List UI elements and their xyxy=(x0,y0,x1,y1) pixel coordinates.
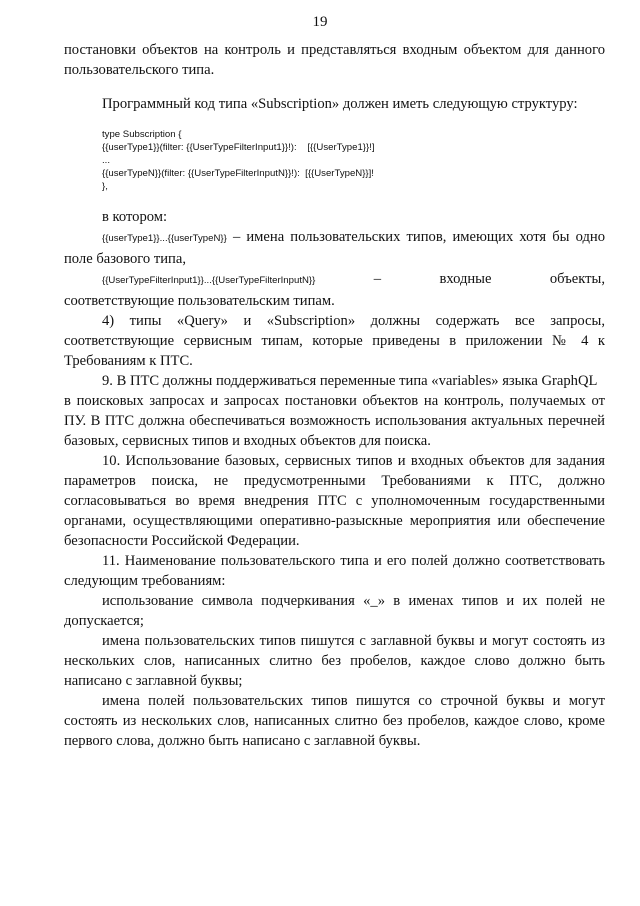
paragraph-continuation: постановки объектов на контроль и представляться входным объектом для данного пользовательского типа. xyxy=(64,42,605,78)
code-line: type Subscription { xyxy=(102,129,182,140)
code-block xyxy=(64,128,605,193)
code-line: {{userType1}}(filter: {{UserTypeFilterInput1}}!): [{{UserType1}}!] xyxy=(102,142,375,153)
paragraph-item-9-continuation: в поисковых запросах и запросах постановки объектов на контроль, получаемых от ПУ. В ПТС должна обеспечиваться возможность использования актуальных перечней базовых, сервисных типов и входных объектов для поиска. xyxy=(64,393,605,449)
paragraph-subscription-intro: Программный код типа «Subscription» должен иметь следующую структуру: xyxy=(102,96,578,112)
definition-dash: – xyxy=(373,271,382,287)
code-line: }, xyxy=(102,181,108,192)
requirement-underscore: использование символа подчеркивания «_» в именах типов и их полей не допускается; xyxy=(64,593,605,629)
requirement-field-names: имена полей пользовательских типов пишутся со строчной буквы и могут состоять из нескольких слов, написанных слитно без пробелов, каждое слово, кроме первого слова, должно быть написано с заглавной буквы. xyxy=(64,693,605,749)
code-line: ... xyxy=(102,155,110,166)
paragraph-item-9: 9. В ПТС должны поддерживаться переменные типа «variables» языка GraphQL xyxy=(102,373,598,389)
paragraph-item-11: 11. Наименование пользовательского типа и его полей должно соответствовать следующим требованиям: xyxy=(64,553,605,589)
paragraph-item-10: 10. Использование базовых, сервисных типов и входных объектов для задания параметров поиска, не предусмотренными Требованиями к ПТС, должно согласовываться во время внедрения ПТС с уполномоченным государственными органами, осуществляющими оперативно-разыскные мероприятия или обеспечение безопасности Российской Федерации. xyxy=(64,453,605,549)
definition-continuation: соответствующие пользовательским типам. xyxy=(64,293,335,309)
code-line: {{userTypeN}}(filter: {{UserTypeFilterInputN}}!): [{{UserTypeN}}]! xyxy=(102,168,374,179)
definition-word: объекты, xyxy=(549,271,605,287)
inline-code: {{userType1}}...{{userTypeN}} xyxy=(102,233,227,244)
definition-text: – имена пользовательских типов, имеющих хотя бы одно поле базового типа, xyxy=(64,229,605,267)
paragraph-item-4: 4) типы «Query» и «Subscription» должны содержать все запросы, соответствующие сервисным типам, которые приведены в приложении № 4 к Требованиям к ПТС. xyxy=(64,313,605,369)
body-text xyxy=(64,40,605,751)
inline-code: {{UserTypeFilterInput1}}...{{UserTypeFilterInputN}} xyxy=(102,275,316,286)
definition-user-types xyxy=(64,227,605,269)
paragraph-in-which: в котором: xyxy=(102,209,168,225)
definition-word: входные xyxy=(439,271,492,287)
page-number: 19 xyxy=(312,14,328,30)
requirement-type-names: имена пользовательских типов пишутся с заглавной буквы и могут состоять из нескольких слов, написанных слитно без пробелов, каждое слово должно быть написано с заглавной буквы; xyxy=(64,633,605,689)
definition-input-objects xyxy=(64,269,605,291)
